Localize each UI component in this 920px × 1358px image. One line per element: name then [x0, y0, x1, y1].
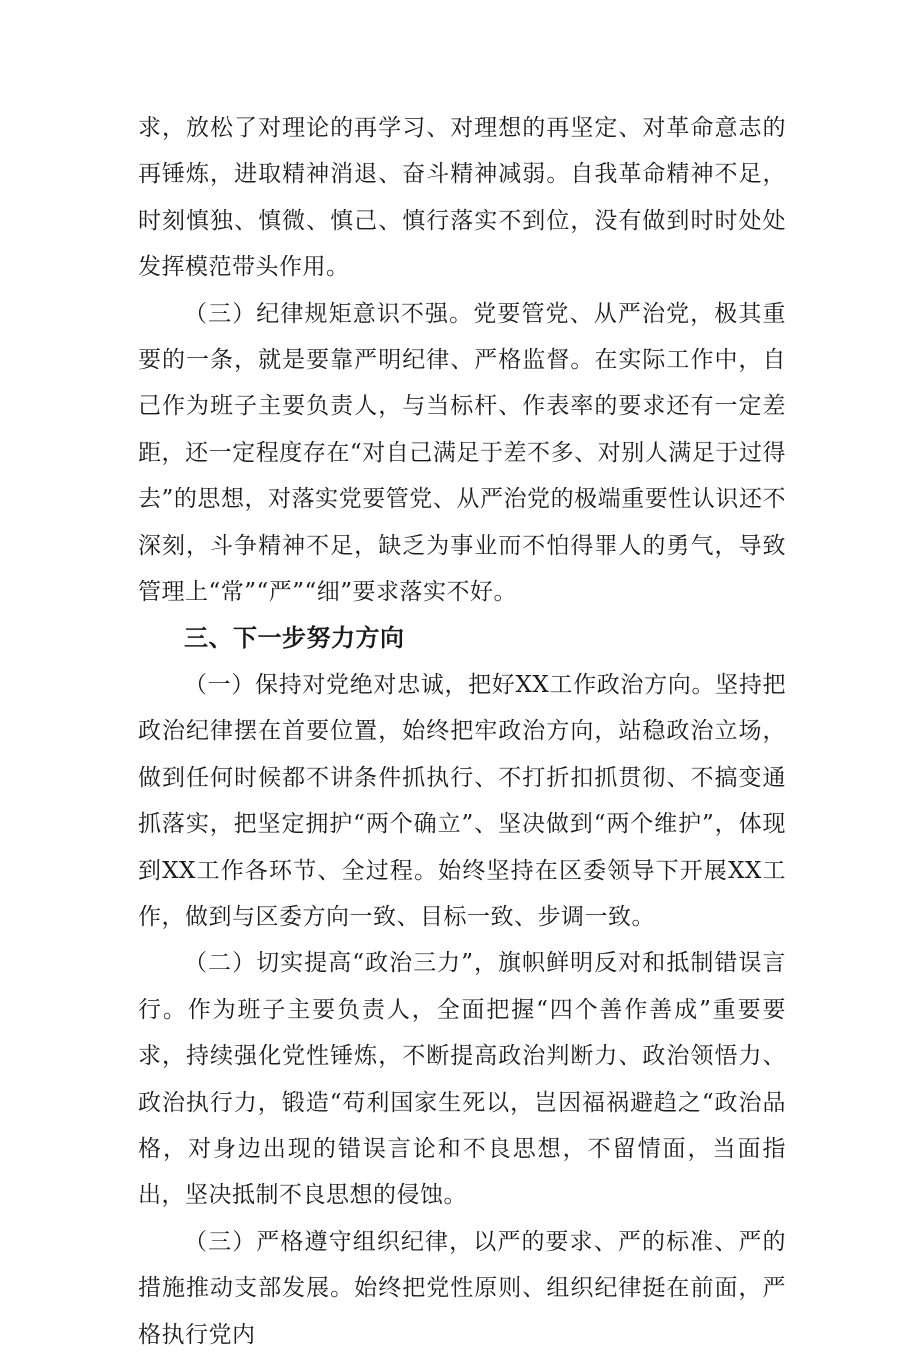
section-heading: 三、下一步努力方向	[184, 624, 405, 653]
paragraph-loyalty: （一）保持对党绝对忠诚，把好XX工作政治方向。坚持把政治纪律摆在首要位置，始终把牢政治方向，站稳政治立场，做到任何时候都不讲条件抓执行、不打折扣抓贯彻、不搞变通抓落实，把坚定拥护“两个确立”、坚决做到“两个维护”，体现到XX工作各环节、全过程。始终坚持在区委领导下开展XX工作，做到与区委方向一致、目标一致、步调一致。	[138, 671, 786, 930]
paragraph-organizational-discipline: （三）严格遵守组织纪律，以严的要求、严的标准、严的措施推动支部发展。始终把党性原则、组织纪律挺在前面，严格执行党内	[138, 1228, 786, 1348]
paragraph-continuation: 求，放松了对理论的再学习、对理想的再坚定、对革命意志的再锤炼，进取精神消退、奋斗精神减弱。自我革命精神不足，时刻慎独、慎微、慎己、慎行落实不到位，没有做到时时处处发挥模范带头作用。	[138, 115, 786, 281]
paragraph-political-ability: （二）切实提高“政治三力”，旗帜鲜明反对和抵制错误言行。作为班子主要负责人，全面把握“四个善作善成”重要要求，持续强化党性锤炼，不断提高政治判断力、政治领悟力、政治执行力，锻造“苟利国家生死以，岂因福祸避趋之“政治品格，对身边出现的错误言论和不良思想，不留情面，当面指出，坚决抵制不良思想的侵蚀。	[138, 950, 786, 1209]
document-body	[138, 105, 786, 1358]
paragraph-discipline-awareness: （三）纪律规矩意识不强。党要管党、从严治党，极其重要的一条，就是要靠严明纪律、严格监督。在实际工作中，自己作为班子主要负责人，与当标杆、作表率的要求还有一定差距，还一定程度存在“对自己满足于差不多、对别人满足于过得去”的思想，对落实党要管党、从严治党的极端重要性认识还不深刻，斗争精神不足，缺乏为事业而不怕得罪人的勇气，导致管理上“常”“严”“细”要求落实不好。	[138, 300, 786, 606]
